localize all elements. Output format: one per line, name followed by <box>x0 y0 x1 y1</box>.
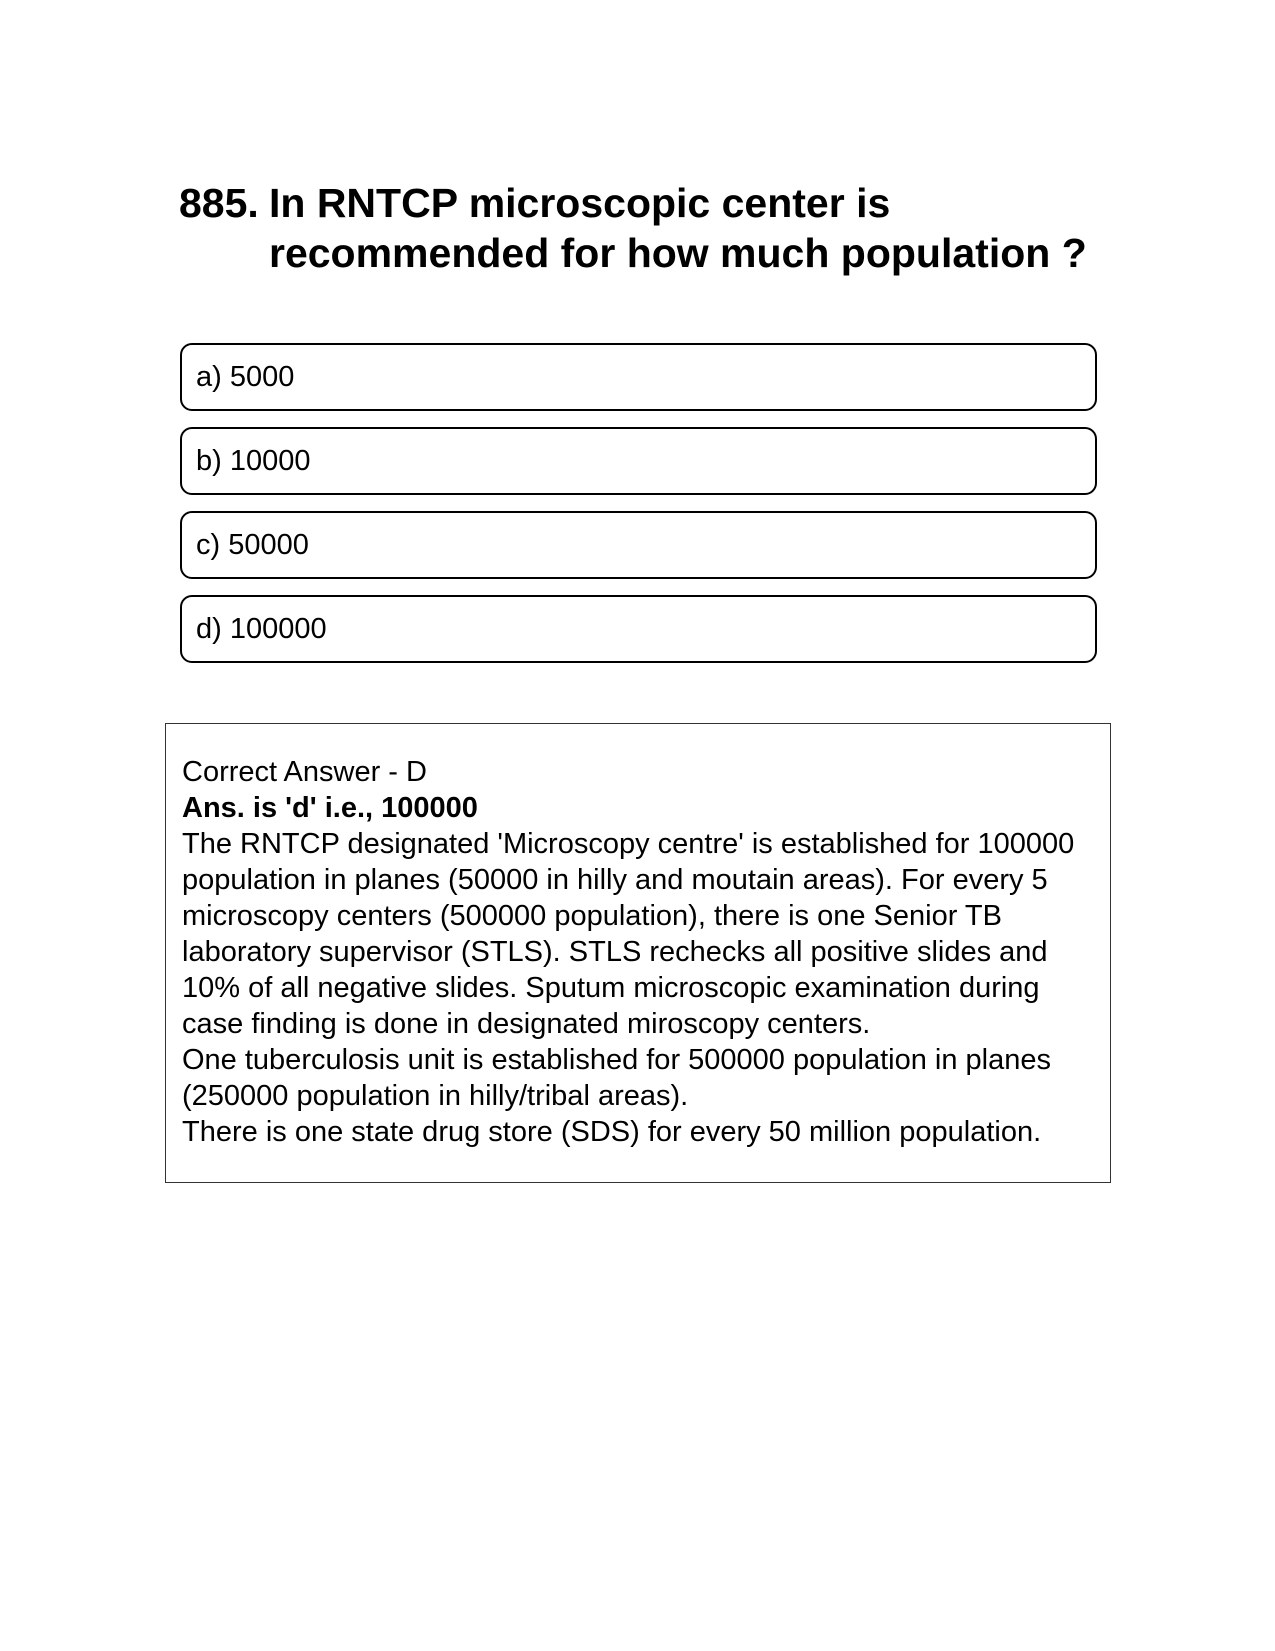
question-number: 885. <box>179 180 259 226</box>
options-list <box>180 343 1097 679</box>
answer-headline: Ans. is 'd' i.e., 100000 <box>182 792 478 824</box>
option-b[interactable]: b) 10000 <box>180 427 1097 495</box>
option-d[interactable]: d) 100000 <box>180 595 1097 663</box>
question-heading <box>179 178 1099 278</box>
option-c[interactable]: c) 50000 <box>180 511 1097 579</box>
explanation-paragraph: One tuberculosis unit is established for 500000 population in planes (250000 population in hilly/tribal areas). <box>182 1044 1051 1112</box>
explanation-paragraph: There is one state drug store (SDS) for every 50 million population. <box>182 1116 1042 1148</box>
answer-explanation-box <box>165 723 1111 1183</box>
explanation-paragraph: The RNTCP designated 'Microscopy centre' is established for 100000 population in planes (50000 in hilly and moutain areas). For every 5 microscopy centers (500000 population), there is one Senior TB laboratory supervisor (STLS). STLS rechecks all positive slides and 10% of all negative slides. Sputum microscopic examination during case finding is done in designated miroscopy centers. <box>182 828 1075 1040</box>
option-a[interactable]: a) 5000 <box>180 343 1097 411</box>
question-text: In RNTCP microscopic center is recommended for how much population ? <box>269 180 1087 276</box>
correct-answer-label: Correct Answer - D <box>182 756 427 788</box>
